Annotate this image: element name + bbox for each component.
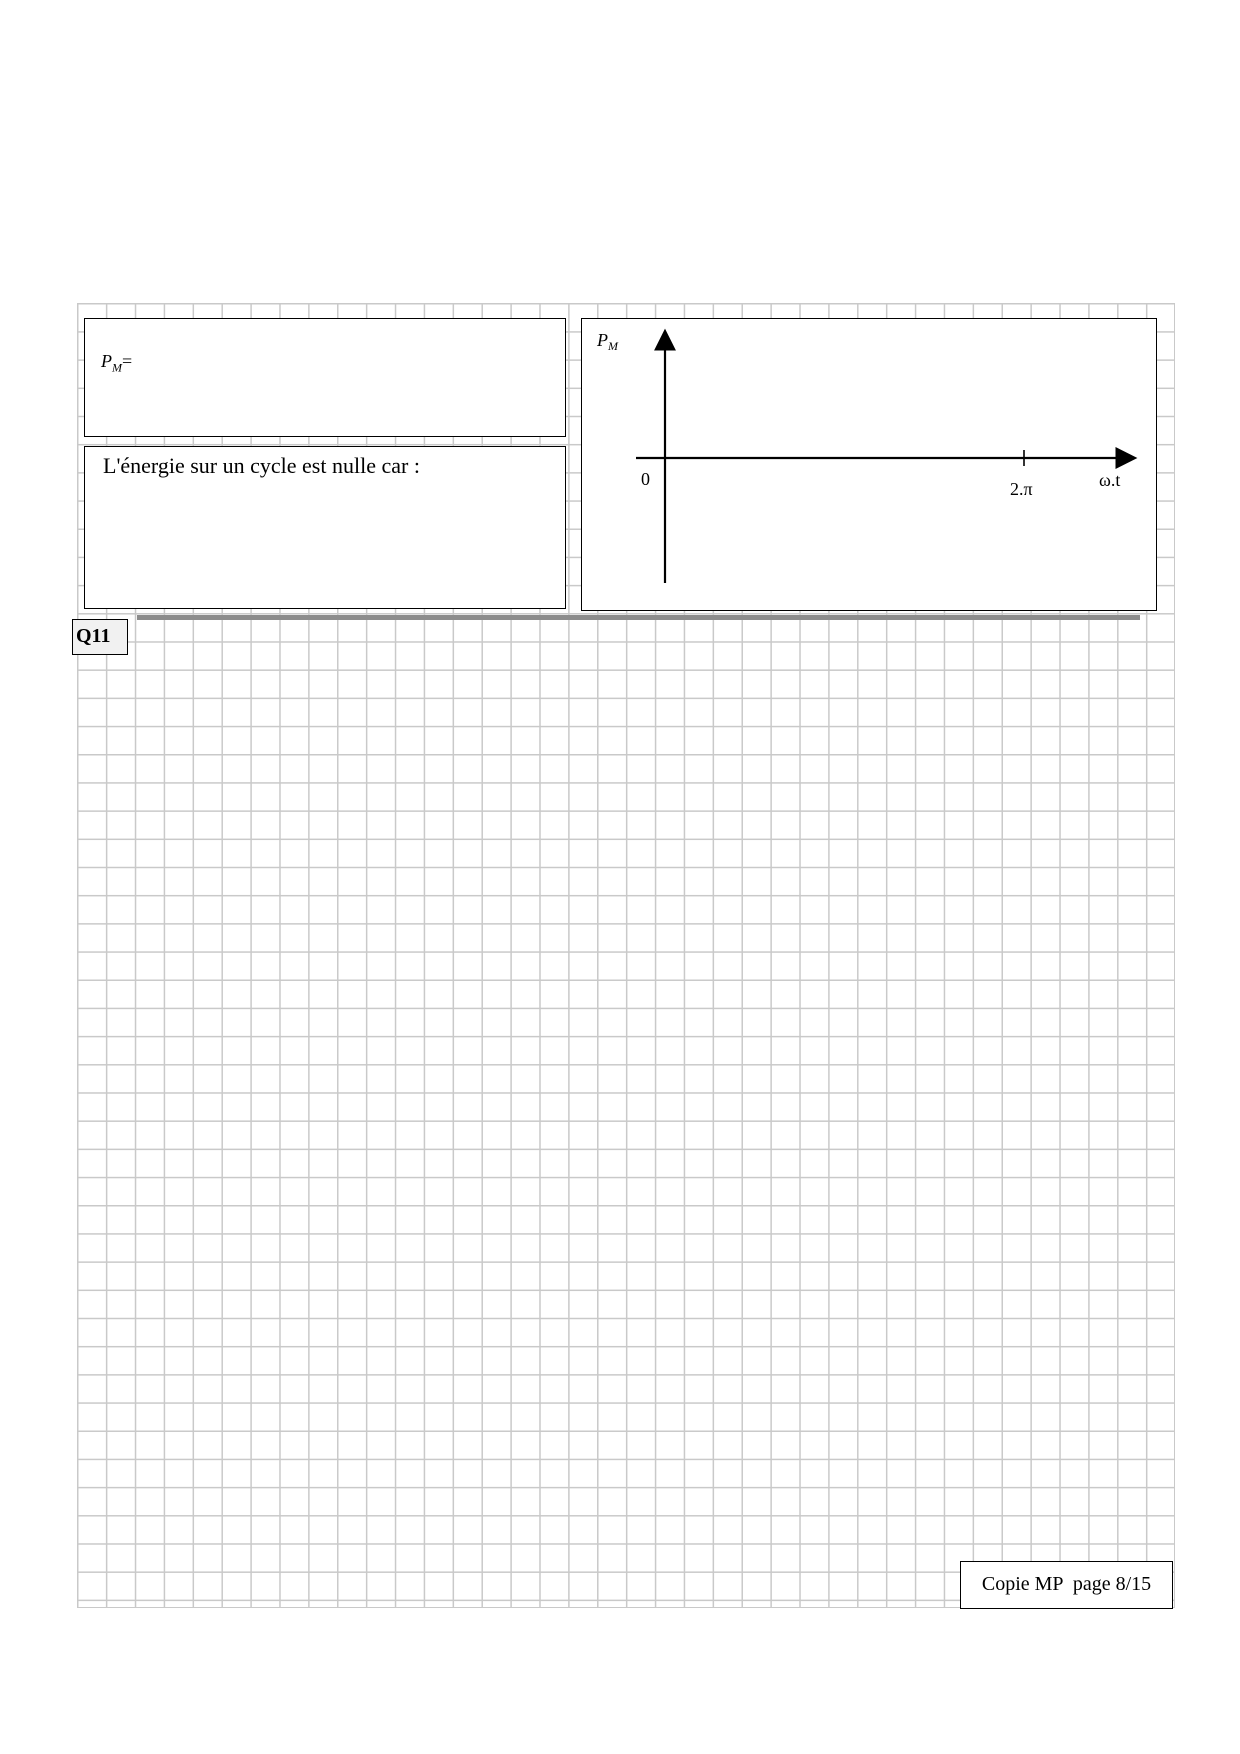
- page-footer: Copie MP page 8/15: [960, 1561, 1173, 1609]
- section-divider: [137, 615, 1140, 620]
- two-pi-tick-label: 2.π: [1010, 479, 1033, 499]
- origin-label: 0: [641, 469, 650, 489]
- y-axis-label: $P_M$: [597, 330, 618, 353]
- power-graph: [582, 319, 1155, 609]
- x-axis-label: ω.t: [1099, 470, 1121, 490]
- pm-expression-label: $P_M=$: [101, 351, 133, 375]
- power-graph-box[interactable]: [581, 318, 1157, 611]
- energy-answer-box[interactable]: [84, 446, 566, 609]
- pm-expression-box[interactable]: [84, 318, 566, 437]
- energy-prompt-text: L'énergie sur un cycle est nulle car :: [103, 453, 420, 478]
- question-label: Q11: [72, 619, 128, 655]
